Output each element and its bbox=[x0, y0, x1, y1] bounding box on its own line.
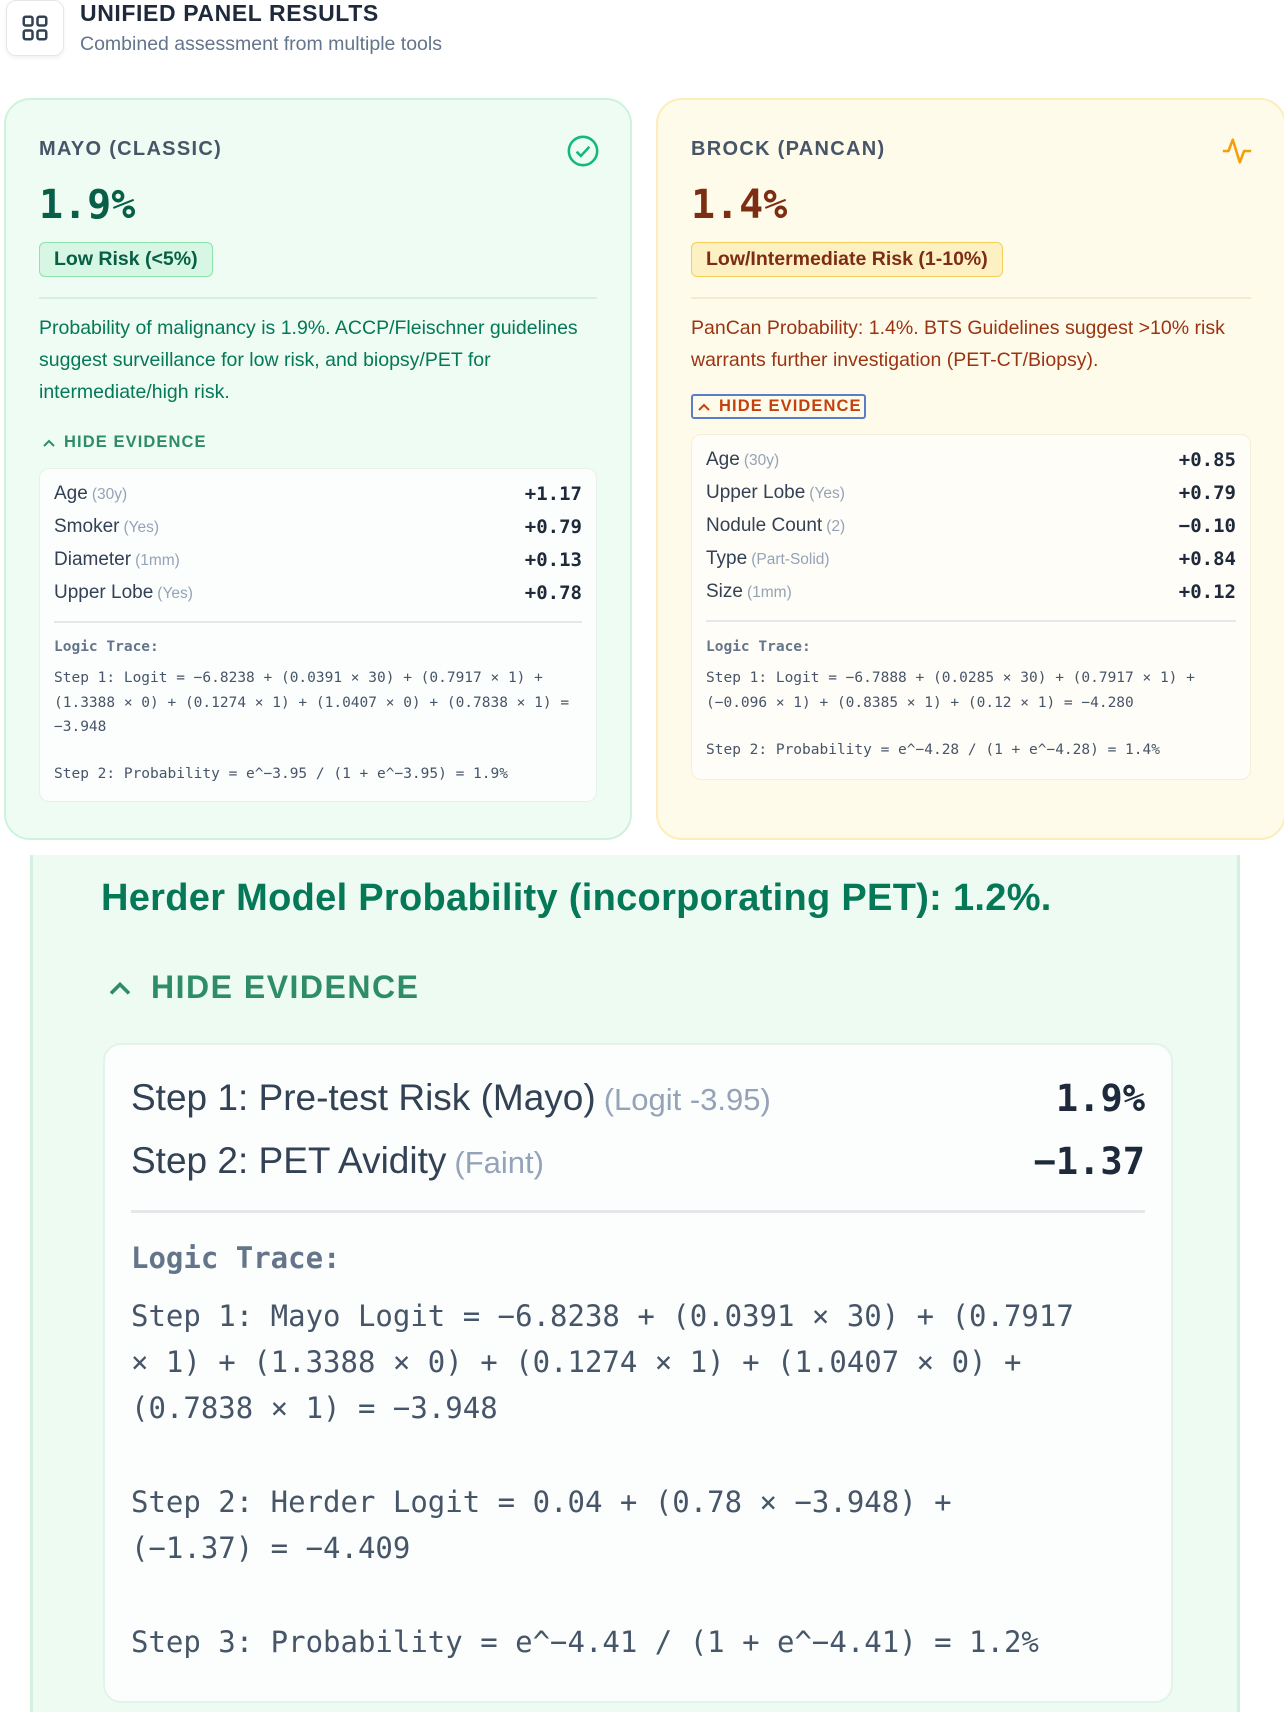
brock-description: PanCan Probability: 1.4%. BTS Guidelines suggest >10% risk warrants further investigation (PET-CT/Biopsy). bbox=[691, 317, 1225, 371]
evidence-label: Diameter bbox=[54, 549, 132, 570]
page-subtitle: Combined assessment from multiple tools bbox=[80, 33, 442, 55]
evidence-row bbox=[706, 478, 1236, 508]
brock-evidence-panel bbox=[691, 434, 1251, 780]
chevron-up-icon bbox=[42, 438, 56, 448]
evidence-label: Upper Lobe bbox=[54, 582, 154, 603]
evidence-note: (1mm) bbox=[746, 584, 792, 601]
evidence-note: (Yes) bbox=[809, 485, 845, 502]
logic-trace-step-2: Step 2: Probability = e^−4.28 / (1 + e^−4.28) = 1.4% bbox=[706, 742, 1160, 758]
evidence-row bbox=[54, 578, 582, 608]
herder-hide-evidence-button[interactable] bbox=[107, 969, 419, 1006]
evidence-label: Step 2: PET Avidity bbox=[131, 1140, 447, 1181]
evidence-label: Nodule Count bbox=[706, 515, 823, 536]
evidence-row bbox=[706, 544, 1236, 574]
activity-pulse-icon bbox=[1220, 134, 1254, 168]
brock-hide-evidence-button[interactable] bbox=[691, 394, 866, 419]
evidence-row bbox=[706, 511, 1236, 541]
logic-trace-step-3: Step 3: Probability = e^−4.41 / (1 + e^−4.41) = 1.2% bbox=[131, 1625, 1039, 1659]
evidence-value: +0.79 bbox=[524, 516, 582, 538]
evidence-value: +0.78 bbox=[524, 582, 582, 604]
divider bbox=[131, 1210, 1145, 1213]
logic-trace-heading: Logic Trace: bbox=[706, 639, 811, 655]
evidence-note: (Logit -3.95) bbox=[603, 1082, 771, 1117]
hide-evidence-label: HIDE EVIDENCE bbox=[64, 433, 207, 451]
brock-card bbox=[656, 98, 1284, 840]
chevron-up-icon bbox=[107, 979, 133, 997]
evidence-value: +0.13 bbox=[524, 549, 582, 571]
evidence-note: (Faint) bbox=[454, 1145, 544, 1180]
evidence-row bbox=[131, 1073, 1145, 1123]
check-circle-icon bbox=[566, 134, 600, 168]
evidence-value: +1.17 bbox=[524, 483, 582, 505]
evidence-note: (Yes) bbox=[123, 519, 160, 536]
mayo-evidence-panel bbox=[39, 468, 597, 802]
evidence-value: +0.85 bbox=[1178, 449, 1236, 471]
evidence-label: Type bbox=[706, 548, 748, 569]
mayo-hide-evidence-button[interactable] bbox=[42, 433, 207, 452]
evidence-value: −1.37 bbox=[1033, 1139, 1145, 1183]
evidence-note: (Part-Solid) bbox=[751, 551, 830, 568]
grid-icon bbox=[6, 0, 64, 56]
logic-trace-step-2: Step 2: Probability = e^−3.95 / (1 + e^−3.95) = 1.9% bbox=[54, 766, 508, 782]
divider bbox=[691, 297, 1251, 299]
brock-probability: 1.4% bbox=[691, 182, 788, 228]
mayo-risk-badge: Low Risk (<5%) bbox=[39, 242, 213, 277]
divider bbox=[706, 620, 1236, 622]
evidence-value: +0.79 bbox=[1178, 482, 1236, 504]
evidence-row bbox=[54, 545, 582, 575]
evidence-label: Age bbox=[54, 483, 88, 504]
evidence-note: (30y) bbox=[743, 452, 780, 469]
herder-title: Herder Model Probability (incorporating PET): 1.2%. bbox=[101, 877, 1052, 919]
logic-trace-step-2: Step 2: Herder Logit = 0.04 + (0.78 × −3.948) + (−1.37) = −4.409 bbox=[131, 1485, 952, 1565]
mayo-probability: 1.9% bbox=[39, 182, 136, 228]
chevron-up-icon bbox=[697, 402, 711, 412]
evidence-value: +0.12 bbox=[1178, 581, 1236, 603]
evidence-label: Size bbox=[706, 581, 743, 602]
mayo-card bbox=[4, 98, 632, 840]
evidence-value: −0.10 bbox=[1178, 515, 1236, 537]
evidence-note: (1mm) bbox=[135, 552, 180, 569]
logic-trace-step-1: Step 1: Logit = −6.7888 + (0.0285 × 30) + (0.7917 × 1) + (−0.096 × 1) + (0.8385 × 1) + (0.12 × 1) = −4.280 bbox=[706, 670, 1195, 711]
logic-trace-heading: Logic Trace: bbox=[131, 1241, 341, 1275]
evidence-label: Age bbox=[706, 449, 740, 470]
evidence-label: Smoker bbox=[54, 516, 120, 537]
page-title: UNIFIED PANEL RESULTS bbox=[80, 0, 379, 26]
brock-card-title: BROCK (PANCAN) bbox=[691, 138, 886, 160]
brock-risk-badge: Low/Intermediate Risk (1-10%) bbox=[691, 242, 1003, 277]
evidence-label: Step 1: Pre-test Risk (Mayo) bbox=[131, 1077, 596, 1118]
evidence-row bbox=[54, 479, 582, 509]
evidence-note: (30y) bbox=[91, 486, 128, 503]
evidence-note: (Yes) bbox=[157, 585, 193, 602]
evidence-row bbox=[706, 577, 1236, 607]
mayo-description: Probability of malignancy is 1.9%. ACCP/Fleischner guidelines suggest surveillance for low risk, and biopsy/PET for intermediate/high risk. bbox=[39, 317, 578, 403]
evidence-row bbox=[131, 1136, 1145, 1186]
divider bbox=[39, 297, 597, 299]
herder-evidence-panel bbox=[103, 1043, 1173, 1703]
mayo-card-title: MAYO (CLASSIC) bbox=[39, 138, 223, 160]
herder-panel bbox=[30, 855, 1240, 1712]
evidence-note: (2) bbox=[826, 518, 846, 535]
logic-trace-step-1: Step 1: Mayo Logit = −6.8238 + (0.0391 × 30) + (0.7917 × 1) + (1.3388 × 0) + (0.1274 × 1) + (1.0407 × 0) + (0.7838 × 1) = −3.948 bbox=[131, 1299, 1074, 1425]
logic-trace-step-1: Step 1: Logit = −6.8238 + (0.0391 × 30) + (0.7917 × 1) + (1.3388 × 0) + (0.1274 × 1) + (1.0407 × 0) + (0.7838 × 1) = −3.948 bbox=[54, 670, 570, 735]
hide-evidence-label: HIDE EVIDENCE bbox=[151, 969, 420, 1005]
logic-trace-heading: Logic Trace: bbox=[54, 639, 159, 655]
evidence-row bbox=[54, 512, 582, 542]
evidence-value: 1.9% bbox=[1055, 1076, 1145, 1120]
evidence-label: Upper Lobe bbox=[706, 482, 806, 503]
divider bbox=[54, 621, 582, 623]
hide-evidence-label: HIDE EVIDENCE bbox=[719, 397, 862, 415]
evidence-row bbox=[706, 445, 1236, 475]
evidence-value: +0.84 bbox=[1178, 548, 1236, 570]
